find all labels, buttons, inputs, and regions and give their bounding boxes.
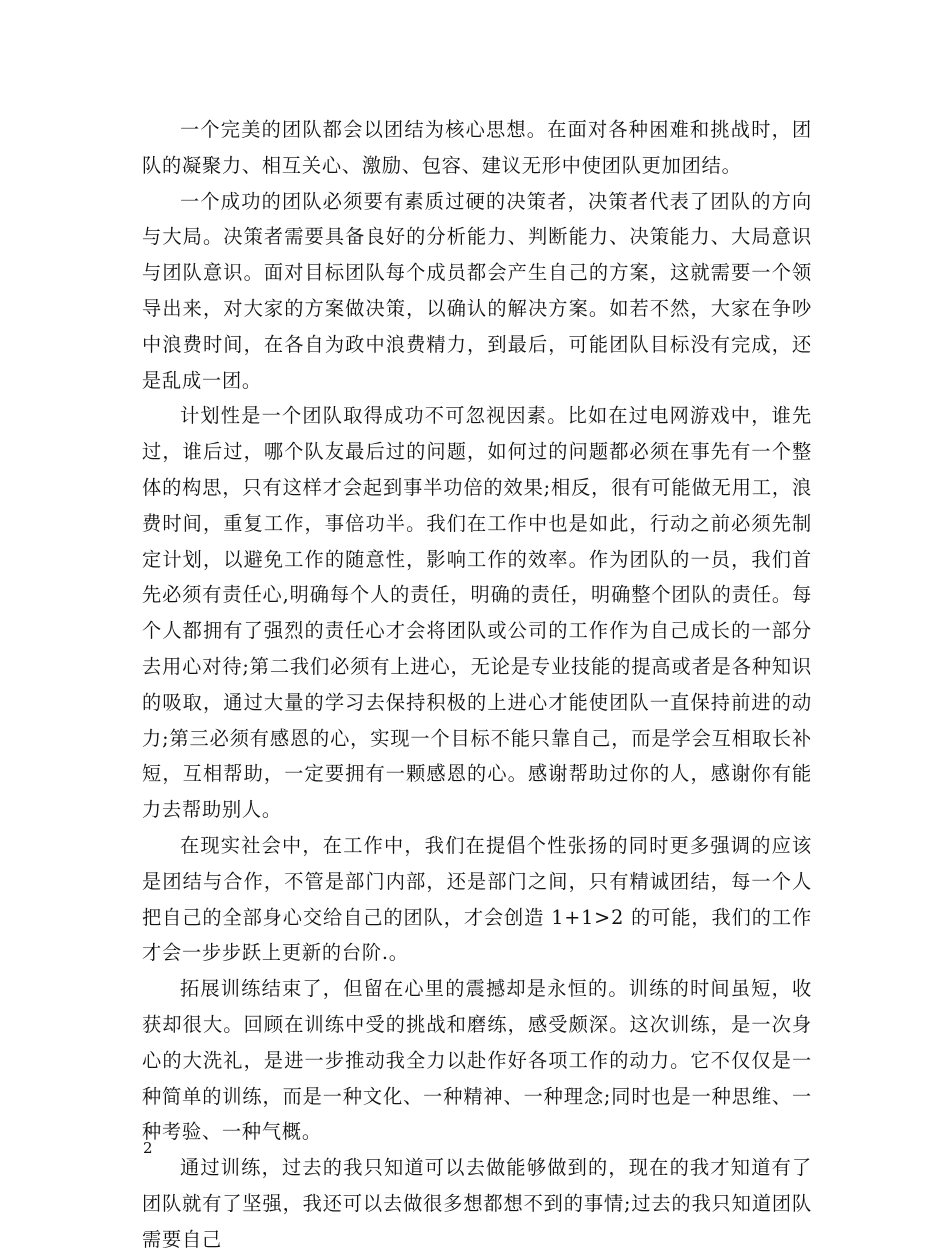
paragraph-5: 拓展训练结束了，但留在心里的震撼却是永恒的。训练的时间虽短，收获却很大。回顾在训练中受的挑战和磨练，感受颇深。这次训练，是一次身心的大洗礼，是进一步推动我全力以赴作好各项工作的动力。它不仅仅是一种简单的训练，而是一种文化、一种精神、一种理念;同时也是一种思维、一种考验、一种气概。: [142, 977, 812, 1144]
page-number: 2: [143, 1139, 153, 1157]
paragraph-4: 在现实社会中，在工作中，我们在提倡个性张扬的同时更多强调的应该是团结与合作，不管是部门内部，还是部门之间，只有精诚团结，每一个人把自己的全部身心交给自己的团队，才会创造 1+1>2 的可能，我们的工作才会一步步跃上更新的台阶.。: [142, 833, 812, 965]
document-body: [142, 112, 812, 1258]
paragraph-2: 一个成功的团队必须要有素质过硬的决策者，决策者代表了团队的方向与大局。决策者需要具备良好的分析能力、判断能力、决策能力、大局意识与团队意识。面对目标团队每个成员都会产生自己的方案，这就需要一个领导出来，对大家的方案做决策，以确认的解决方案。如若不然，大家在争吵中浪费时间，在各自为政中浪费精力，到最后，可能团队目标没有完成，还是乱成一团。: [142, 189, 812, 392]
paragraph-3: 计划性是一个团队取得成功不可忽视因素。比如在过电网游戏中，谁先过，谁后过，哪个队友最后过的问题，如何过的问题都必须在事先有一个整体的构思，只有这样才会起到事半功倍的效果;相反，很有可能做无用工，浪费时间，重复工作，事倍功半。我们在工作中也是如此，行动之前必须先制定计划，以避免工作的随意性，影响工作的效率。作为团队的一员，我们首先必须有责任心,明确每个人的责任，明确的责任，明确整个团队的责任。每个人都拥有了强烈的责任心才会将团队或公司的工作作为自己成长的一部分去用心对待;第二我们必须有上进心，无论是专业技能的提高或者是各种知识的吸取，通过大量的学习去保持积极的上进心才能使团队一直保持前进的动力;第三必须有感恩的心，实现一个目标不能只靠自己，而是学会互相取长补短，互相帮助，一定要拥有一颗感恩的心。感谢帮助过你的人，感谢你有能力去帮助别人。: [142, 404, 812, 822]
paragraph-6: 通过训练，过去的我只知道可以去做能够做到的，现在的我才知道有了团队就有了坚强，我还可以去做很多想都想不到的事情;过去的我只知道团队需要自己: [142, 1156, 812, 1251]
paragraph-1: 一个完美的团队都会以团结为核心思想。在面对各种困难和挑战时，团队的凝聚力、相互关心、激励、包容、建议无形中使团队更加团结。: [142, 118, 812, 177]
